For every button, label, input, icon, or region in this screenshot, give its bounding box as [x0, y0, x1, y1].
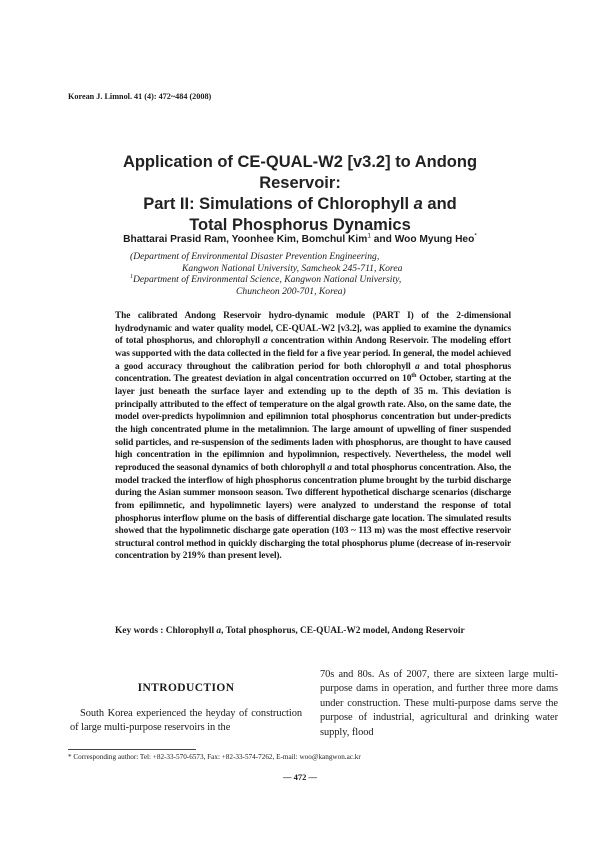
affiliation-1-line-2: Kangwon National University, Samcheok 245-711, Korea [182, 262, 403, 274]
corresponding-author-footnote: * Corresponding author: Tel: +82-33-570-6573, Fax: +82-33-574-7262, E-mail: woo@kangwon.ac.kr [68, 753, 361, 761]
affiliations [130, 251, 460, 297]
journal-reference: Korean J. Limnol. 41 (4): 472~484 (2008) [68, 92, 212, 101]
introduction-heading: INTRODUCTION [137, 682, 235, 694]
affiliation-2-line-1: $^1$Department of Environmental Science, Kangwon National University, [130, 274, 402, 286]
introduction-text-left: South Korea experienced the heyday of construction of large multi-purpose reservoirs in the [70, 708, 302, 734]
title-line-3: Total Phosphorus Dynamics [189, 216, 411, 234]
keywords: Key words : Chlorophyll a, Total phosphorus, CE-QUAL-W2 model, Andong Reservoir [115, 626, 465, 636]
left-column [70, 668, 302, 736]
footnote-rule [68, 749, 196, 750]
paper-title [80, 152, 520, 236]
author-list: Bhattarai Prasid Ram, Yoonhee Kim, Bomchul Kim$^1$ and Woo Myung Heo* [123, 232, 477, 245]
affiliation-2-line-2: Chuncheon 200-701, Korea) [236, 285, 346, 297]
right-column [320, 668, 558, 740]
title-line-1: Application of CE-QUAL-W2 [v3.2] to Andong Reservoir: [122, 153, 478, 192]
abstract: The calibrated Andong Reservoir hydro-dynamic module (PART I) of the 2-dimensional hydrodynamic and water quality model, CE-QUAL-W2 [v3.2], was applied to examine the dynamics of total phosphorus, and chlorophyll a concentration within Andong Reservoir. The modeling effort was supported with the data collected in the field for a five year period. In general, the model achieved a good accuracy throughout the calibration period for both chlorophyll a and total phosphorus concentration. The greatest deviation in algal concentration occurred on 10th October, starting at the layer just beneath the surface layer and extending up to the depth of 35 m. This deviation is principally attributed to the effect of temperature on the algal growth rate. Also, on the same date, the model over-predicts hypolimnion and epilimnion total phosphorus concentration but under-predicts the high concentrated plume in the metalimnion. The large amount of upwelling of finer suspended solid particles, and re-suspension of the sediments laden with phosphorus, are thought to have caused high concentration in the epilimnion and hypolimnion, respectively. Nevertheless, the model well reproduced the seasonal dynamics of both chlorophyll a and total phosphorus concentration. Also, the model tracked the interflow of high phosphorus concentration plume brought by the turbid discharge during the Asian summer monsoon season. Two different hypothetical discharge scenarios (discharge from epilimnetic, and hypolimnetic layers) were analyzed to understand the response of total phosphorus interflow plume on the basis of differential discharge gate location. The simulated results showed that the hypolimnetic discharge gate operation (103 ~ 113 m) was the most effective reservoir structural control method in quickly discharging the total phosphorus plume (decrease of in-reservoir concentration by 219% than present level). [115, 311, 512, 562]
title-line-2: Part II: Simulations of Chlorophyll a and [143, 195, 457, 213]
affiliation-1-line-1: (Department of Environmental Disaster Prevention Engineering, [130, 251, 380, 262]
introduction-text-right: 70s and 80s. As of 2007, there are sixteen large multi-purpose dams in operation, and further three more dams under construction. These multi-purpose dams serve the purpose of industrial, agricultural and drinking water supply, flood [320, 669, 558, 738]
page-number: — 472 — [283, 772, 317, 782]
